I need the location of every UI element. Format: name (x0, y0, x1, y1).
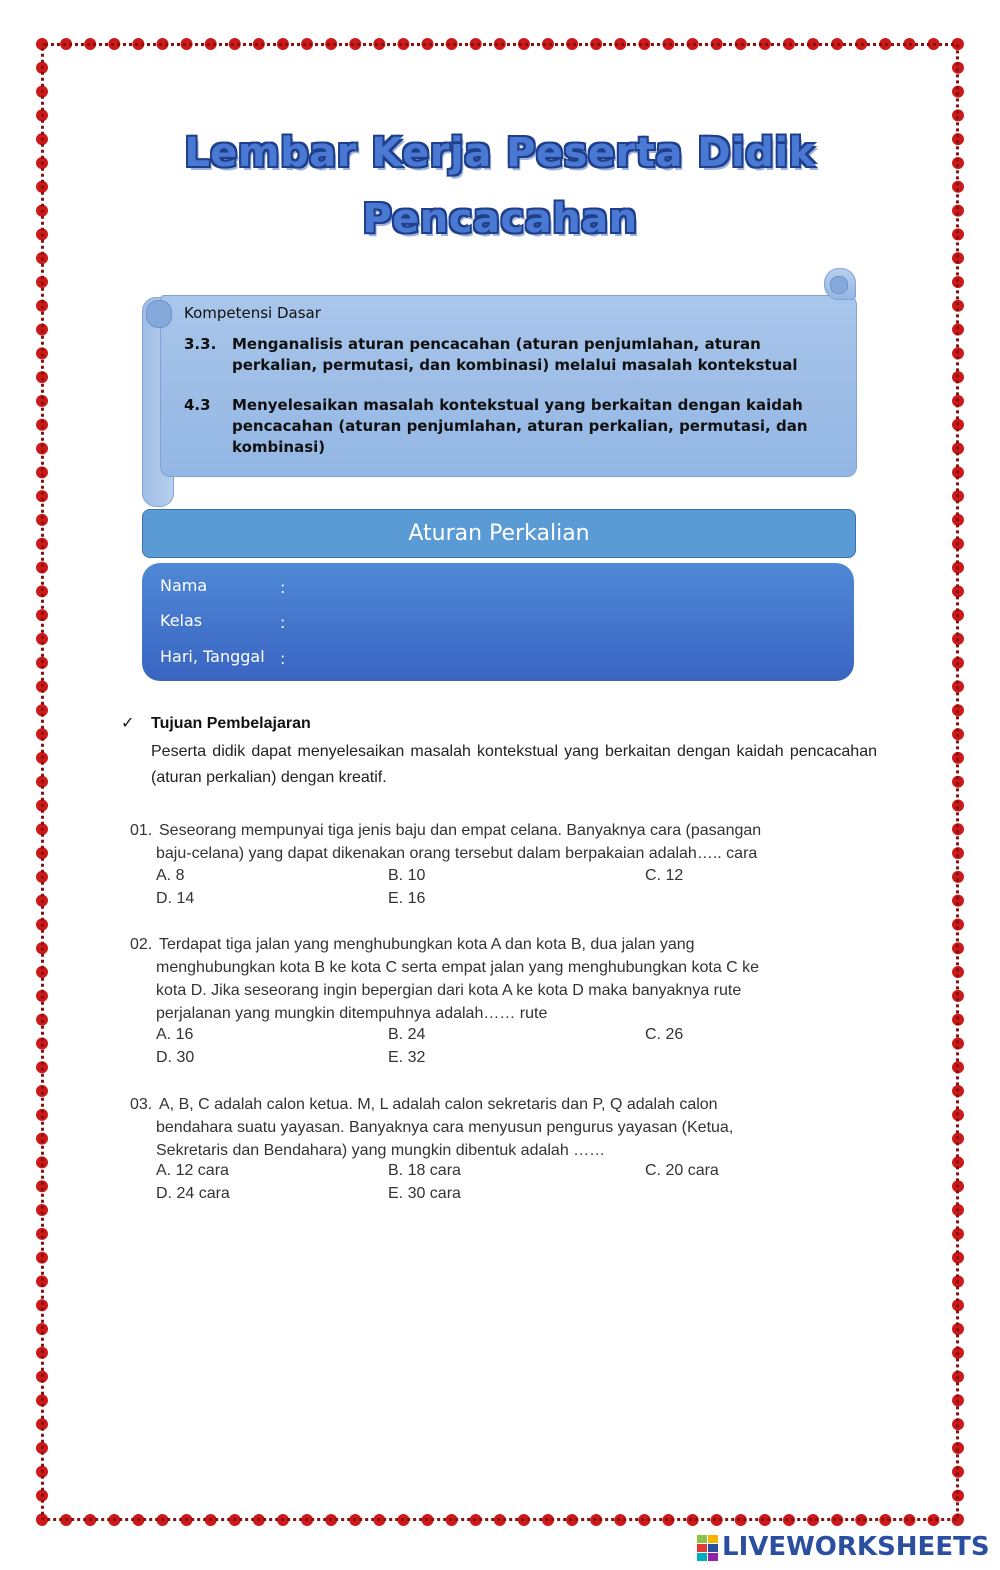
question-line: Sekretaris dan Bendahara) yang mungkin dibentuk adalah …… (156, 1142, 606, 1159)
tujuan-text: Peserta didik dapat menyelesaikan masalah kontekstual yang berkaitan dengan kaidah pencacahan (aturan perkalian) dengan kreatif. (151, 743, 877, 786)
option-d[interactable]: D. 24 cara (156, 1185, 230, 1202)
option-a[interactable]: A. 16 (156, 1026, 194, 1043)
worksheet-title: Lembar Kerja Peserta Didik (184, 130, 816, 176)
worksheet-subtitle: Pencacahan (362, 196, 638, 242)
option-e[interactable]: E. 30 cara (388, 1185, 461, 1202)
scroll-curl-left (146, 300, 172, 328)
question-line: bendahara suatu yayasan. Banyaknya cara menyusun pengurus yayasan (Ketua, (156, 1119, 734, 1136)
option-d[interactable]: D. 14 (156, 890, 195, 907)
question-line: baju-celana) yang dapat dikenakan orang tersebut dalam berpakaian adalah….. cara (156, 845, 758, 862)
identity-colon: : (280, 578, 286, 597)
identity-label-tanggal: Hari, Tanggal (160, 647, 265, 666)
identity-label-kelas: Kelas (160, 611, 203, 630)
option-c[interactable]: C. 26 (645, 1026, 684, 1043)
identity-colon: : (280, 613, 286, 632)
kompetensi-text: Menyelesaikan masalah kontekstual yang berkaitan dengan kaidah pencacahan (aturan penjumlahan, aturan perkalian, permutasi, dan kombinasi) (232, 396, 808, 456)
question-line: Seseorang mempunyai tiga jenis baju dan empat celana. Banyaknya cara (pasangan (159, 822, 762, 839)
question-line: perjalanan yang mungkin ditempuhnya adalah…… rute (156, 1005, 548, 1022)
question-number: 02. (130, 936, 153, 953)
option-e[interactable]: E. 32 (388, 1049, 426, 1066)
scroll-curl-right (830, 276, 848, 294)
question-line: Terdapat tiga jalan yang menghubungkan kota A dan kota B, dua jalan yang (159, 936, 695, 953)
identity-colon: : (280, 649, 286, 668)
option-b[interactable]: B. 24 (388, 1026, 426, 1043)
tujuan-heading: Tujuan Pembelajaran (151, 715, 311, 732)
option-c[interactable]: C. 12 (645, 867, 684, 884)
option-c[interactable]: C. 20 cara (645, 1162, 719, 1179)
kompetensi-number: 4.3 (184, 396, 211, 414)
section-banner: Aturan Perkalian (142, 509, 856, 558)
question-line: menghubungkan kota B ke kota C serta empat jalan yang menghubungkan kota C ke (156, 959, 760, 976)
question-line: kota D. Jika seseorang ingin bepergian dari kota A ke kota D maka banyaknya rute (156, 982, 742, 999)
option-a[interactable]: A. 12 cara (156, 1162, 229, 1179)
question-line: A, B, C adalah calon ketua. M, L adalah calon sekretaris dan P, Q adalah calon (159, 1096, 718, 1113)
option-b[interactable]: B. 18 cara (388, 1162, 461, 1179)
question-number: 01. (130, 822, 153, 839)
kompetensi-text: Menganalisis aturan pencacahan (aturan penjumlahan, aturan perkalian, permutasi, dan kombinasi) melalui masalah kontekstual (232, 335, 798, 374)
kompetensi-number: 3.3. (184, 335, 217, 353)
option-a[interactable]: A. 8 (156, 867, 185, 884)
kompetensi-heading: Kompetensi Dasar (184, 304, 321, 322)
check-icon: ✓ (121, 713, 135, 732)
liveworksheets-brand[interactable]: LIVEWORKSHEETS (722, 1532, 990, 1562)
option-b[interactable]: B. 10 (388, 867, 426, 884)
identity-label-nama: Nama (160, 576, 208, 595)
liveworksheets-logo-icon (697, 1535, 719, 1561)
option-e[interactable]: E. 16 (388, 890, 426, 907)
option-d[interactable]: D. 30 (156, 1049, 195, 1066)
question-number: 03. (130, 1096, 153, 1113)
